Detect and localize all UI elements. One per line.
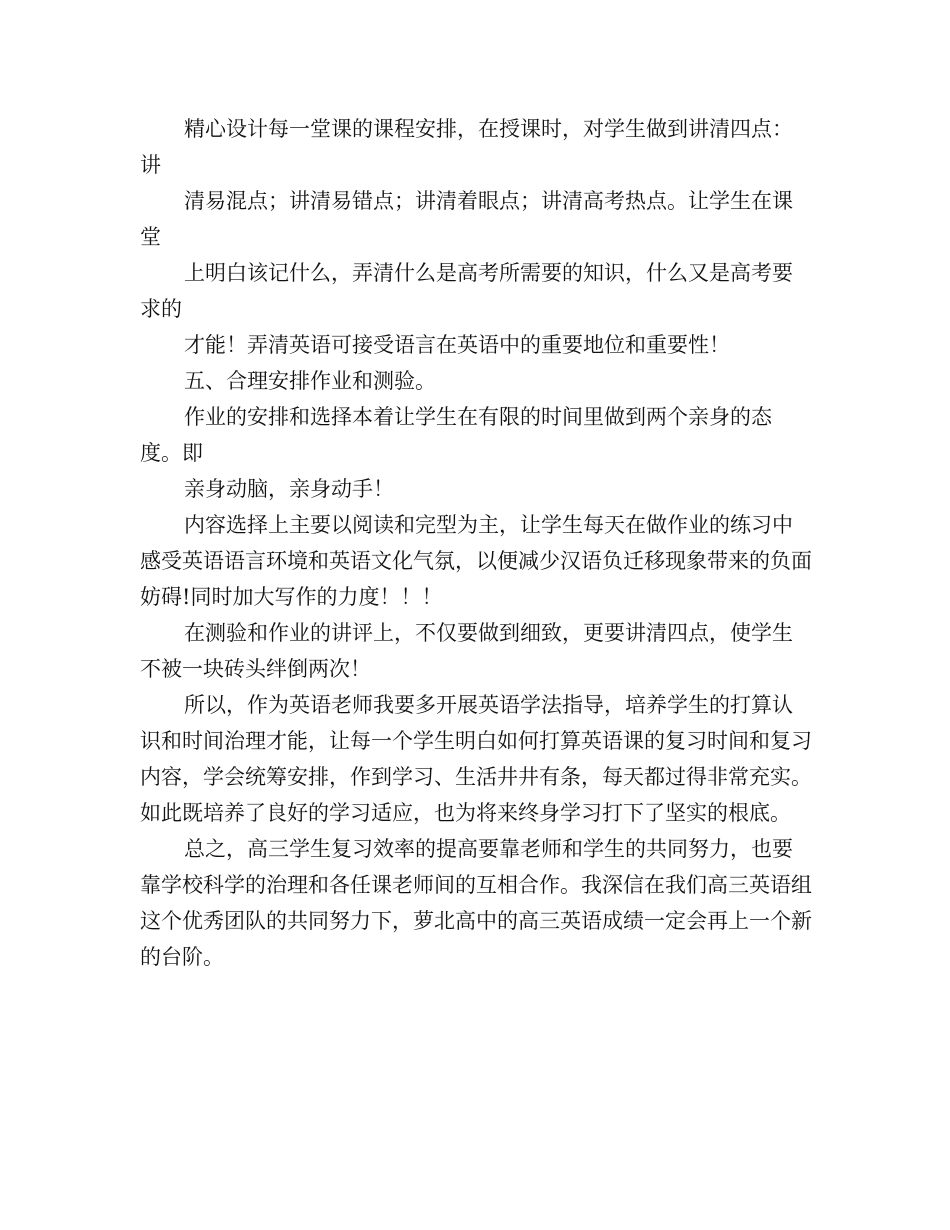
paragraph-3: 上明白该记什么，弄清什么是高考所需要的知识，什么又是高考要求的 — [140, 261, 793, 321]
paragraph-4: 才能！弄清英语可接受语言在英语中的重要地位和重要性！ — [184, 333, 730, 357]
paragraph-2: 清易混点；讲清易错点；讲清着眼点；讲清高考热点。让学生在课堂 — [140, 189, 793, 249]
paragraph-11: 总之，高三学生复习效率的提高要靠老师和学生的共同努力，也要靠学校科学的治理和各任课老师间的互相合作。我深信在我们高三英语组这个优秀团队的共同努力下，萝北高中的高三英语成绩一定会再上一个新的台阶。 — [140, 837, 812, 969]
paragraph-8: 内容选择上主要以阅读和完型为主，让学生每天在做作业的练习中感受英语语言环境和英语文化气氛，以便减少汉语负迁移现象带来的负面妨碍!同时加大写作的力度！！！ — [140, 513, 812, 609]
paragraph-1: 精心设计每一堂课的课程安排，在授课时，对学生做到讲清四点：讲 — [140, 117, 793, 177]
section-heading-5: 五、合理安排作业和测验。 — [184, 369, 436, 393]
paragraph-9: 在测验和作业的讲评上，不仅要做到细致，更要讲清四点，使学生不被一块砖头绊倒两次！ — [140, 621, 793, 681]
document-body — [140, 111, 812, 975]
paragraph-10: 所以，作为英语老师我要多开展英语学法指导，培养学生的打算认识和时间治理才能，让每一个学生明白如何打算英语课的复习时间和复习内容，学会统筹安排，作到学习、生活井井有条，每天都过得非常充实。如此既培养了良好的学习适应，也为将来终身学习打下了坚实的根底。 — [140, 693, 812, 825]
paragraph-6: 作业的安排和选择本着让学生在有限的时间里做到两个亲身的态度。即 — [140, 405, 772, 465]
paragraph-7: 亲身动脑，亲身动手！ — [184, 477, 394, 501]
